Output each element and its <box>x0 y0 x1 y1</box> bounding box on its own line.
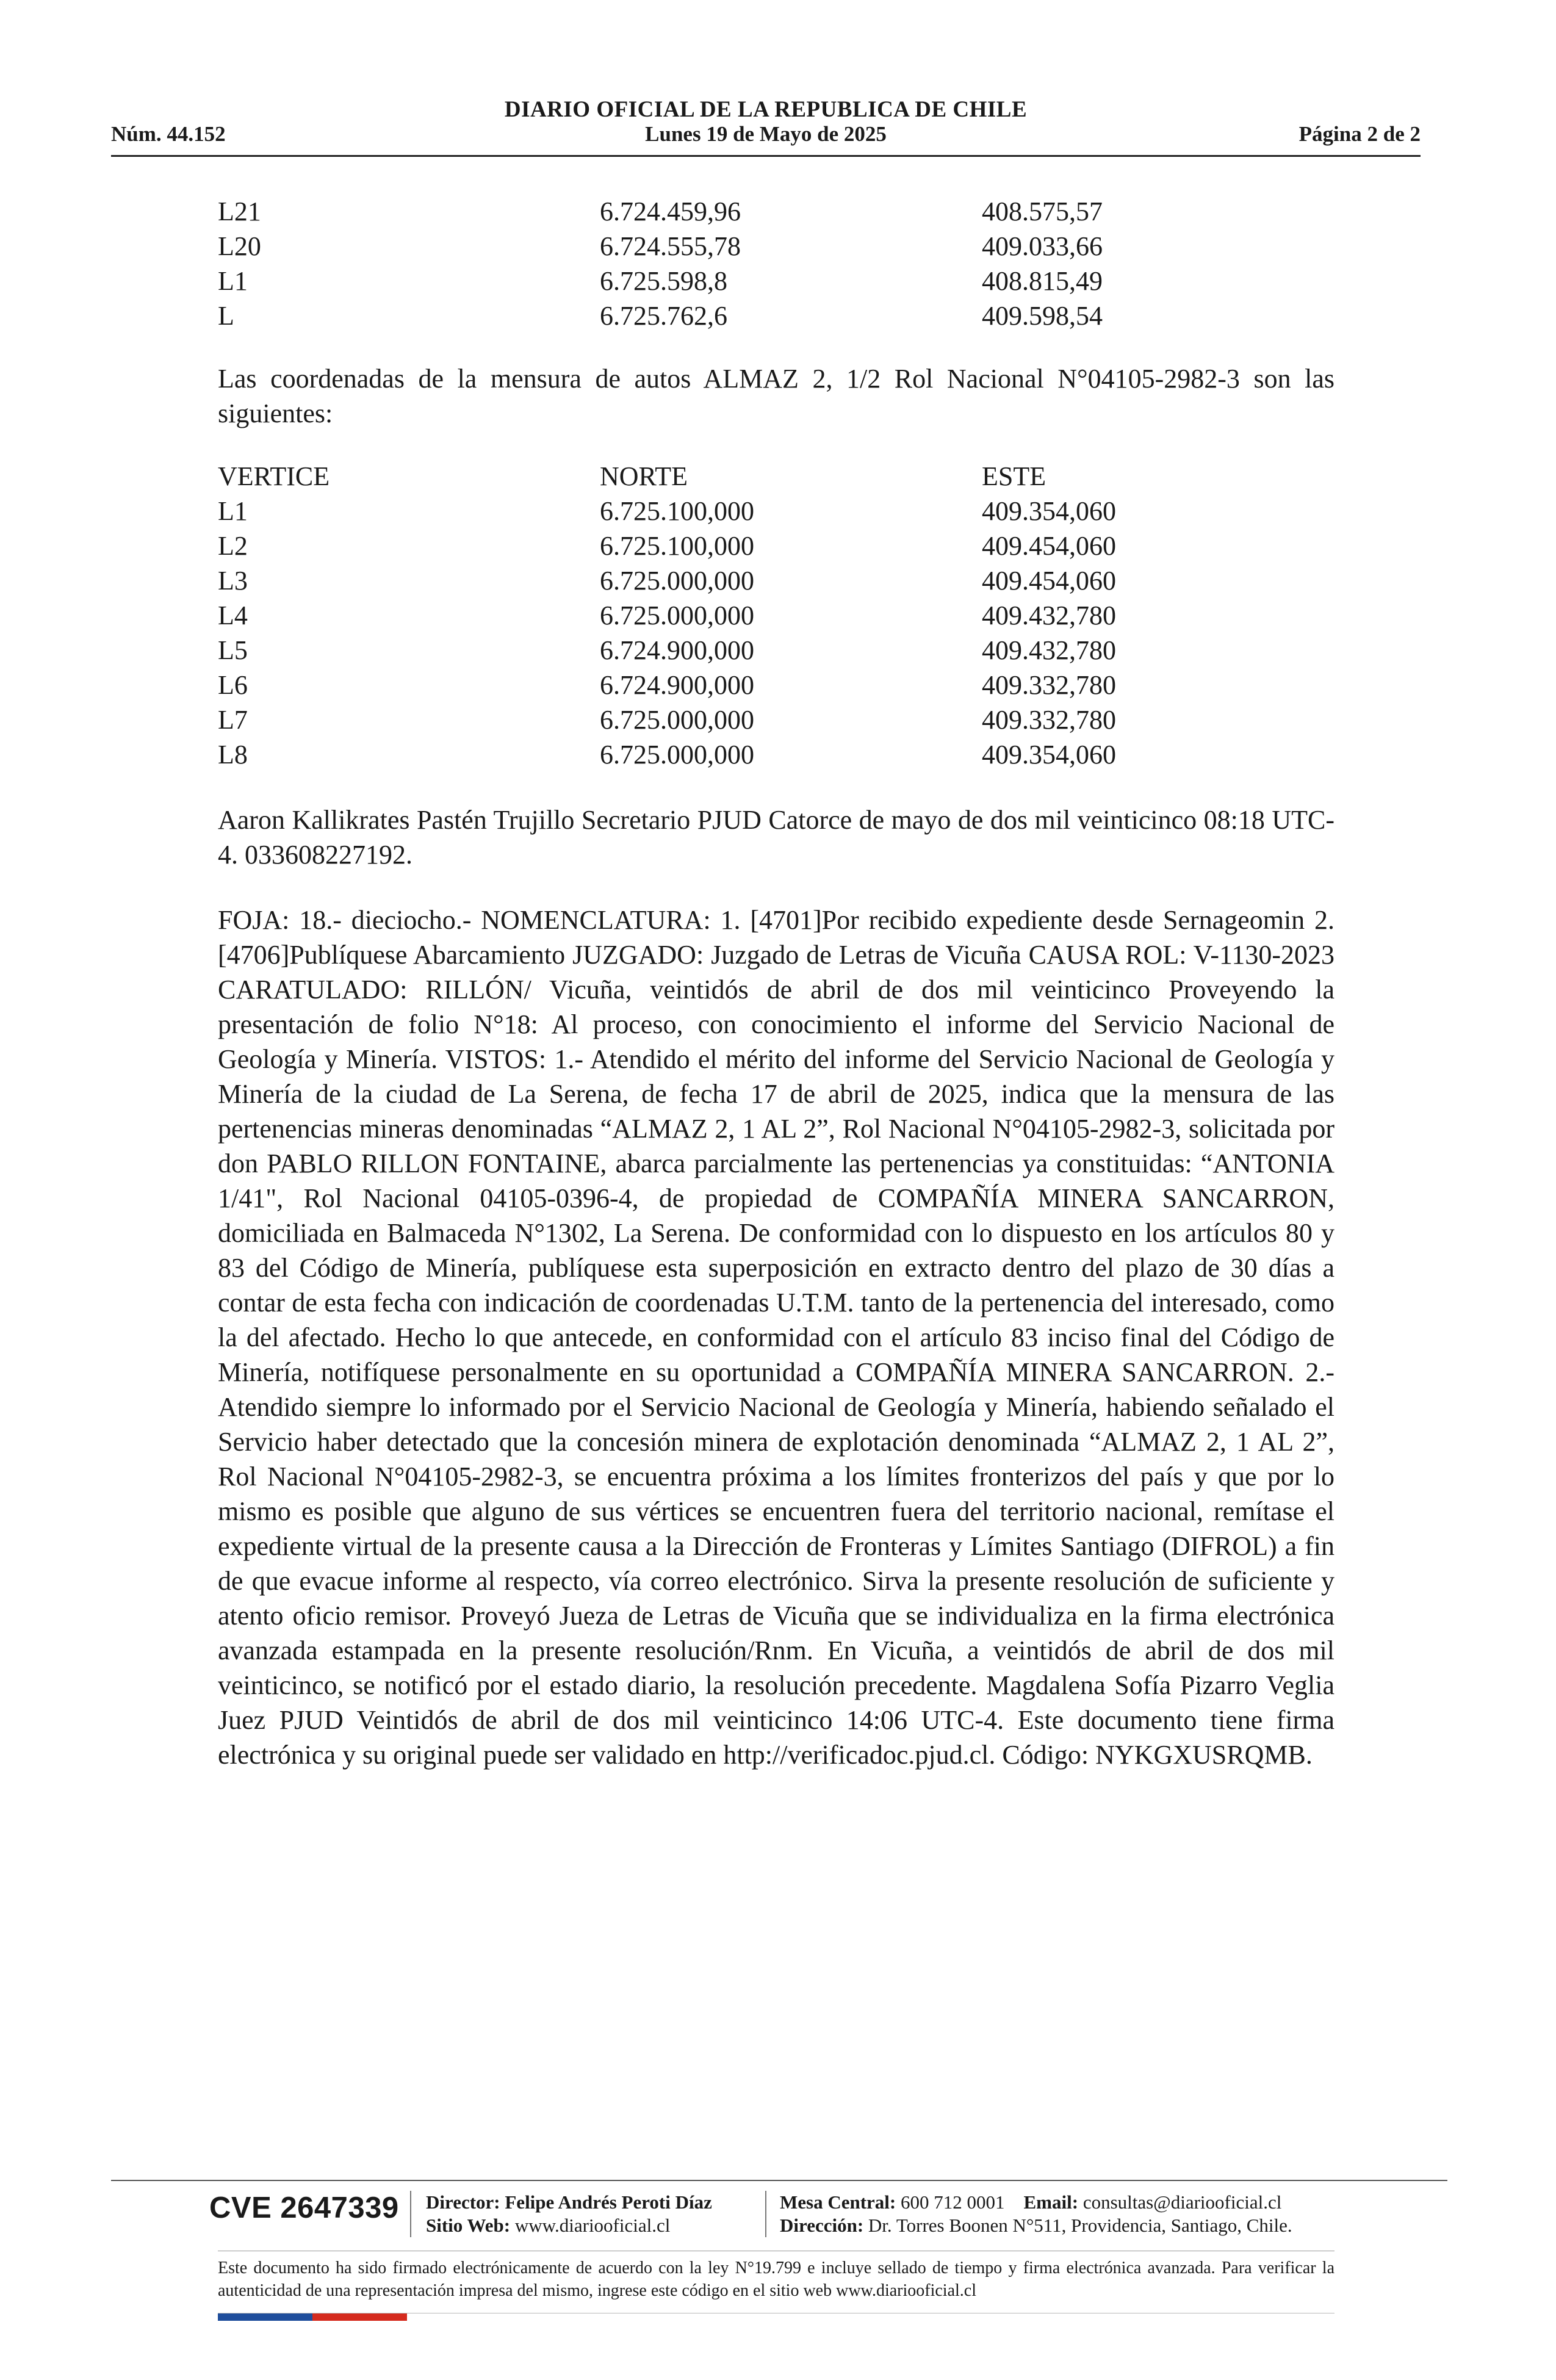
address-line <box>780 2214 1292 2237</box>
coordinates-table-continued <box>218 194 1334 333</box>
north-cell: 6.724.555,78 <box>600 231 741 261</box>
table-row <box>218 494 1334 528</box>
secretary-signature-paragraph: Aaron Kallikrates Pastén Trujillo Secretario PJUD Catorce de mayo de dos mil veinticinco 08:18 UTC-4. 033608227192. <box>218 805 1334 870</box>
mesa-label: Mesa Central: <box>780 2191 896 2213</box>
electronic-signature-note: Este documento ha sido firmado electrónicamente de acuerdo con la ley N°19.799 e incluye sellado de tiempo y firma electrónica avanzada. Para verificar la autenticidad de una representación impresa del mismo, ingrese este código en el sitio web www.diariooficial.cl <box>218 2259 1334 2300</box>
table-row <box>218 668 1334 702</box>
vertex-cell: L2 <box>218 531 248 561</box>
east-cell: 408.575,57 <box>982 197 1103 226</box>
vertex-cell: L7 <box>218 705 248 735</box>
north-cell: 6.725.000,000 <box>600 705 754 735</box>
flag-stripe <box>218 2313 407 2321</box>
vertex-cell: L6 <box>218 670 248 700</box>
vertex-cell: L20 <box>218 231 261 261</box>
vertex-cell: L3 <box>218 566 248 596</box>
north-cell: 6.725.000,000 <box>600 740 754 770</box>
north-cell: 6.725.000,000 <box>600 600 754 630</box>
email-link[interactable]: consultas@diariooficial.cl <box>1082 2191 1282 2213</box>
flag-blue-segment <box>218 2313 312 2321</box>
header-row <box>111 122 1421 150</box>
table-row <box>218 563 1334 598</box>
north-cell: 6.725.000,000 <box>600 566 754 596</box>
page-number: Página 2 de 2 <box>1298 122 1421 146</box>
footer-separator <box>765 2191 766 2237</box>
column-header-norte: NORTE <box>600 461 688 491</box>
table-row <box>218 229 1334 264</box>
north-cell: 6.724.459,96 <box>600 197 741 226</box>
newspaper-title: DIARIO OFICIAL DE LA REPUBLICA DE CHILE <box>504 97 1028 122</box>
coordinates-intro-paragraph: Las coordenadas de la mensura de autos ALMAZ 2, 1/2 Rol Nacional N°04105-2982-3 son las siguientes: <box>218 364 1334 428</box>
vertex-cell: L21 <box>218 197 261 226</box>
east-cell: 409.332,780 <box>982 670 1116 700</box>
table-header-row <box>218 459 1334 494</box>
east-cell: 409.598,54 <box>982 301 1103 331</box>
north-cell: 6.725.598,8 <box>600 266 727 296</box>
flag-red-segment <box>312 2313 407 2321</box>
address-label: Dirección: <box>780 2215 864 2236</box>
website-link[interactable]: www.diariooficial.cl <box>514 2215 671 2236</box>
east-cell: 409.454,060 <box>982 531 1116 561</box>
footer-contact-block <box>780 2191 1292 2237</box>
east-cell: 409.033,66 <box>982 231 1103 261</box>
east-cell: 409.432,780 <box>982 635 1116 665</box>
north-cell: 6.725.100,000 <box>600 531 754 561</box>
director-name: Felipe Andrés Peroti Díaz <box>505 2191 712 2213</box>
north-cell: 6.724.900,000 <box>600 635 754 665</box>
table-row <box>218 298 1334 333</box>
vertex-cell: L1 <box>218 496 248 526</box>
column-header-este: ESTE <box>982 461 1046 491</box>
email-label: Email: <box>1023 2191 1079 2213</box>
north-cell: 6.725.762,6 <box>600 301 727 331</box>
vertex-cell: L <box>218 301 234 331</box>
cve-code: CVE 2647339 <box>209 2191 399 2224</box>
vertex-cell: L5 <box>218 635 248 665</box>
document-body <box>218 194 1334 1772</box>
table-row <box>218 528 1334 563</box>
footer-director-block <box>426 2191 712 2237</box>
issue-number: Núm. 44.152 <box>111 122 226 146</box>
table-row <box>218 598 1334 633</box>
table-row <box>218 264 1334 298</box>
vertex-cell: L8 <box>218 740 248 770</box>
north-cell: 6.724.900,000 <box>600 670 754 700</box>
header-divider <box>111 155 1421 157</box>
vertex-cell: L4 <box>218 600 248 630</box>
east-cell: 409.432,780 <box>982 600 1116 630</box>
east-cell: 408.815,49 <box>982 266 1103 296</box>
north-cell: 6.725.100,000 <box>600 496 754 526</box>
table-row <box>218 194 1334 229</box>
director-line <box>426 2191 712 2214</box>
vertex-cell: L1 <box>218 266 248 296</box>
footer-divider <box>111 2180 1447 2181</box>
table-row <box>218 633 1334 668</box>
issue-date: Lunes 19 de Mayo de 2025 <box>645 122 887 146</box>
mesa-phone: 600 712 0001 <box>901 2191 1005 2213</box>
address-value: Dr. Torres Boonen N°511, Providencia, Santiago, Chile. <box>868 2215 1292 2236</box>
east-cell: 409.354,060 <box>982 496 1116 526</box>
website-line <box>426 2214 712 2237</box>
contact-line <box>780 2191 1292 2214</box>
website-label: Sitio Web: <box>426 2215 511 2236</box>
table-row <box>218 702 1334 737</box>
footer-separator <box>410 2191 411 2237</box>
east-cell: 409.332,780 <box>982 705 1116 735</box>
east-cell: 409.454,060 <box>982 566 1116 596</box>
director-label: Director: <box>426 2191 500 2213</box>
east-cell: 409.354,060 <box>982 740 1116 770</box>
resolution-paragraph: FOJA: 18.- dieciocho.- NOMENCLATURA: 1. [4701]Por recibido expediente desde Sernageomin 2. [4706]Publíquese Abarcamiento JUZGADO: Juzgado de Letras de Vicuña CAUSA ROL: V-1130-2023 CARATULADO: RILLÓN/ Vicuña, veintidós de abril de dos mil veinticinco Proveyendo la presentación de folio N°18: Al proceso, con conocimiento el informe del Servicio Nacional de Geología y Minería. VISTOS: 1.- Atendido el mérito del informe del Servicio Nacional de Geología y Minería de la ciudad de La Serena, de fecha 17 de abril de 2025, indica que la mensura de las pertenencias mineras denominadas “ALMAZ 2, 1 AL 2”, Rol Nacional N°04105-2982-3, solicitada por don PABLO RILLON FONTAINE, abarca parcialmente las pertenencias ya constituidas: “ANTONIA 1/41", Rol Nacional 04105-0396-4, de propiedad de COMPAÑÍA MINERA SANCARRON, domiciliada en Balmaceda N°1302, La Serena. De conformidad con lo dispuesto en los artículos 80 y 83 del Código de Minería, publíquese esta superposición en extracto dentro del plazo de 30 días a contar de esta fecha con indicación de coordenadas U.T.M. tanto de la pertenencia del interesado, como la del afectado. Hecho lo que antecede, en conformidad con el artículo 83 inciso final del Código de Minería, notifíquese personalmente en su oportunidad a COMPAÑÍA MINERA SANCARRON. 2.- Atendido siempre lo informado por el Servicio Nacional de Geología y Minería, habiendo señalado el Servicio haber detectado que la concesión minera de explotación denominada “ALMAZ 2, 1 AL 2”, Rol Nacional N°04105-2982-3, se encuentra próxima a los límites fronterizos del país y que por lo mismo es posible que alguno de sus vértices se encuentren fuera del territorio nacional, remítase el expediente virtual de la presente causa a la Dirección de Fronteras y Límites Santiago (DIFROL) a fin de que evacue informe al respecto, vía correo electrónico. Sirva la presente resolución de suficiente y atento oficio remisor. Proveyó Jueza de Letras de Vicuña que se individualiza en la firma electrónica avanzada estampada en la presente resolución/Rnm. En Vicuña, a veintidós de abril de dos mil veinticinco, se notificó por el estado diario, la resolución precedente. Magdalena Sofía Pizarro Veglia Juez PJUD Veintidós de abril de dos mil veinticinco 14:06 UTC-4. Este documento tiene firma electrónica y su original puede ser validado en http://verificadoc.pjud.cl. Código: NYKGXUSRQMB. <box>218 905 1334 1770</box>
coordinates-table <box>218 459 1334 772</box>
column-header-vertice: VERTICE <box>218 461 330 491</box>
table-row <box>218 737 1334 772</box>
